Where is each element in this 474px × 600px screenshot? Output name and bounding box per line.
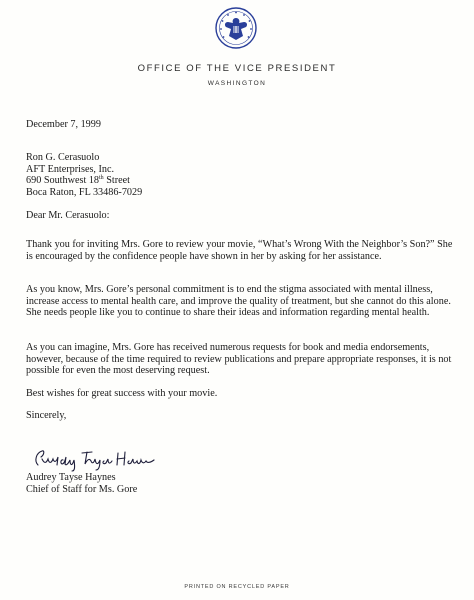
street-name: Street bbox=[103, 175, 130, 187]
handwritten-signature bbox=[30, 445, 160, 473]
paragraph-4: Best wishes for great success with your movie. bbox=[26, 388, 218, 399]
vice-president-seal-icon bbox=[214, 6, 258, 50]
street-number: 690 Southwest 18 bbox=[26, 175, 100, 187]
recipient-address bbox=[26, 152, 456, 198]
city-heading: WASHINGTON bbox=[207, 80, 267, 87]
paragraph-1: Thank you for inviting Mrs. Gore to review your movie, “What’s Wrong With the Neighbor’s Son?” She is encouraged by the confidence people have shown in her by asking for her assistance. bbox=[26, 239, 453, 262]
salutation: Dear Mr. Cerasuolo: bbox=[26, 210, 110, 221]
closing: Sincerely, bbox=[26, 410, 67, 421]
recipient-company: AFT Enterprises, Inc. bbox=[26, 163, 115, 175]
office-heading: OFFICE OF THE VICE PRESIDENT bbox=[137, 63, 337, 74]
street-ordinal: th bbox=[99, 175, 104, 182]
paragraph-2: As you know, Mrs. Gore’s personal commitment is to end the stigma associated with mental illness, increase access to mental health care, and improve the quality of treatment, but she cannot do this alone. She needs people like you to continue to share their ideas and information regarding mental health. bbox=[26, 284, 451, 319]
recipient-name: Ron G. Cerasuolo bbox=[26, 152, 100, 163]
recipient-street bbox=[26, 175, 456, 187]
signer-name: Audrey Tayse Haynes bbox=[26, 472, 116, 483]
paragraph-3: As you can imagine, Mrs. Gore has received numerous requests for book and media endorsements, however, because of the time required to review publications and prepare appropriate responses, it is not possible for even the most deserving request. bbox=[26, 342, 452, 377]
letter-date: December 7, 1999 bbox=[26, 119, 101, 130]
signer-title: Chief of Staff for Ms. Gore bbox=[26, 484, 138, 495]
recycled-paper-footer: PRINTED ON RECYCLED PAPER bbox=[184, 584, 290, 590]
recipient-city: Boca Raton, FL 33486-7029 bbox=[26, 186, 143, 198]
